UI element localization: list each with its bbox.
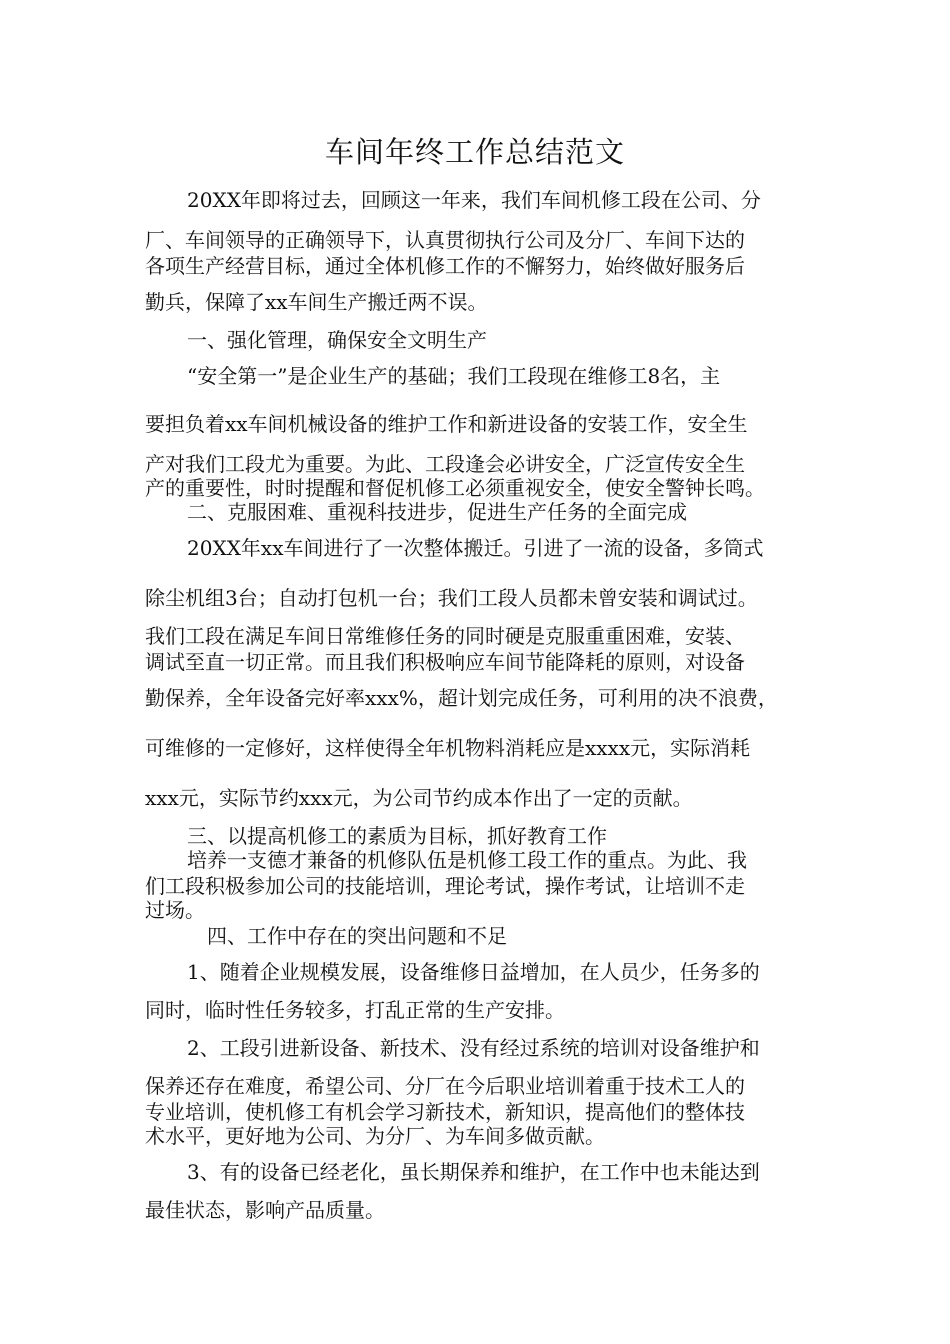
text-line: 培养一支德才兼备的机修队伍是机修工段工作的重点。为此、我 (187, 848, 747, 872)
text-line: 们工段积极参加公司的技能培训，理论考试，操作考试，让培训不走 (145, 874, 745, 898)
text-line: 勤兵，保障了xx车间生产搬迁两不误。 (145, 290, 488, 314)
text-line: 可维修的一定修好，这样使得全年机物料消耗应是xxxx元，实际消耗 (145, 736, 751, 760)
document-title: 车间年终工作总结范文 (324, 135, 625, 169)
text-line: 最佳状态，影响产品质量。 (145, 1198, 385, 1222)
text-line: 各项生产经营目标，通过全体机修工作的不懈努力，始终做好服务后 (145, 254, 745, 278)
text-line: 勤保养，全年设备完好率xxx%，超计划完成任务，可利用的决不浪费， (145, 686, 778, 710)
text-line: 调试至直一切正常。而且我们积极响应车间节能降耗的原则，对设备 (145, 650, 745, 674)
text-line: “安全第一”是企业生产的基础；我们工段现在维修工8名，主 (187, 364, 721, 388)
text-line: 术水平，更好地为公司、为分厂、为车间多做贡献。 (145, 1124, 605, 1148)
text-line: 我们工段在满足车间日常维修任务的同时硬是克服重重困难，安装、 (145, 624, 745, 648)
text-line: 除尘机组3台；自动打包机一台；我们工段人员都未曾安装和调试过。 (145, 586, 758, 610)
section-heading: 一、强化管理，确保安全文明生产 (187, 328, 487, 352)
section-heading: 三、以提高机修工的素质为目标，抓好教育工作 (187, 824, 607, 848)
text-line: 过场。 (145, 898, 205, 922)
section-heading: 四、工作中存在的突出问题和不足 (207, 924, 507, 948)
text-line: 保养还存在难度，希望公司、分厂在今后职业培训着重于技术工人的 (145, 1074, 745, 1098)
text-line: 厂、车间领导的正确领导下，认真贯彻执行公司及分厂、车间下达的 (145, 228, 745, 252)
section-heading: 二、克服困难、重视科技进步，促进生产任务的全面完成 (187, 500, 687, 524)
text-line: xxx元，实际节约xxx元，为公司节约成本作出了一定的贡献。 (145, 786, 693, 810)
text-line: 20XX年xx车间进行了一次整体搬迁。引进了一流的设备，多筒式 (187, 536, 764, 560)
text-line: 同时，临时性任务较多，打乱正常的生产安排。 (145, 998, 565, 1022)
text-line: 1、随着企业规模发展，设备维修日益增加，在人员少，任务多的 (187, 960, 760, 984)
text-line: 20XX年即将过去，回顾这一年来，我们车间机修工段在公司、分 (187, 188, 761, 212)
text-line: 专业培训，使机修工有机会学习新技术，新知识，提高他们的整体技 (145, 1100, 745, 1124)
text-line: 2、工段引进新设备、新技术、没有经过系统的培训对设备维护和 (187, 1036, 760, 1060)
text-line: 产的重要性，时时提醒和督促机修工必须重视安全，使安全警钟长鸣。 (145, 476, 765, 500)
text-line: 要担负着xx车间机械设备的维护工作和新进设备的安装工作，安全生 (145, 412, 748, 436)
text-line: 3、有的设备已经老化，虽长期保养和维护，在工作中也未能达到 (187, 1160, 760, 1184)
text-line: 产对我们工段尤为重要。为此、工段逢会必讲安全，广泛宣传安全生 (145, 452, 745, 476)
